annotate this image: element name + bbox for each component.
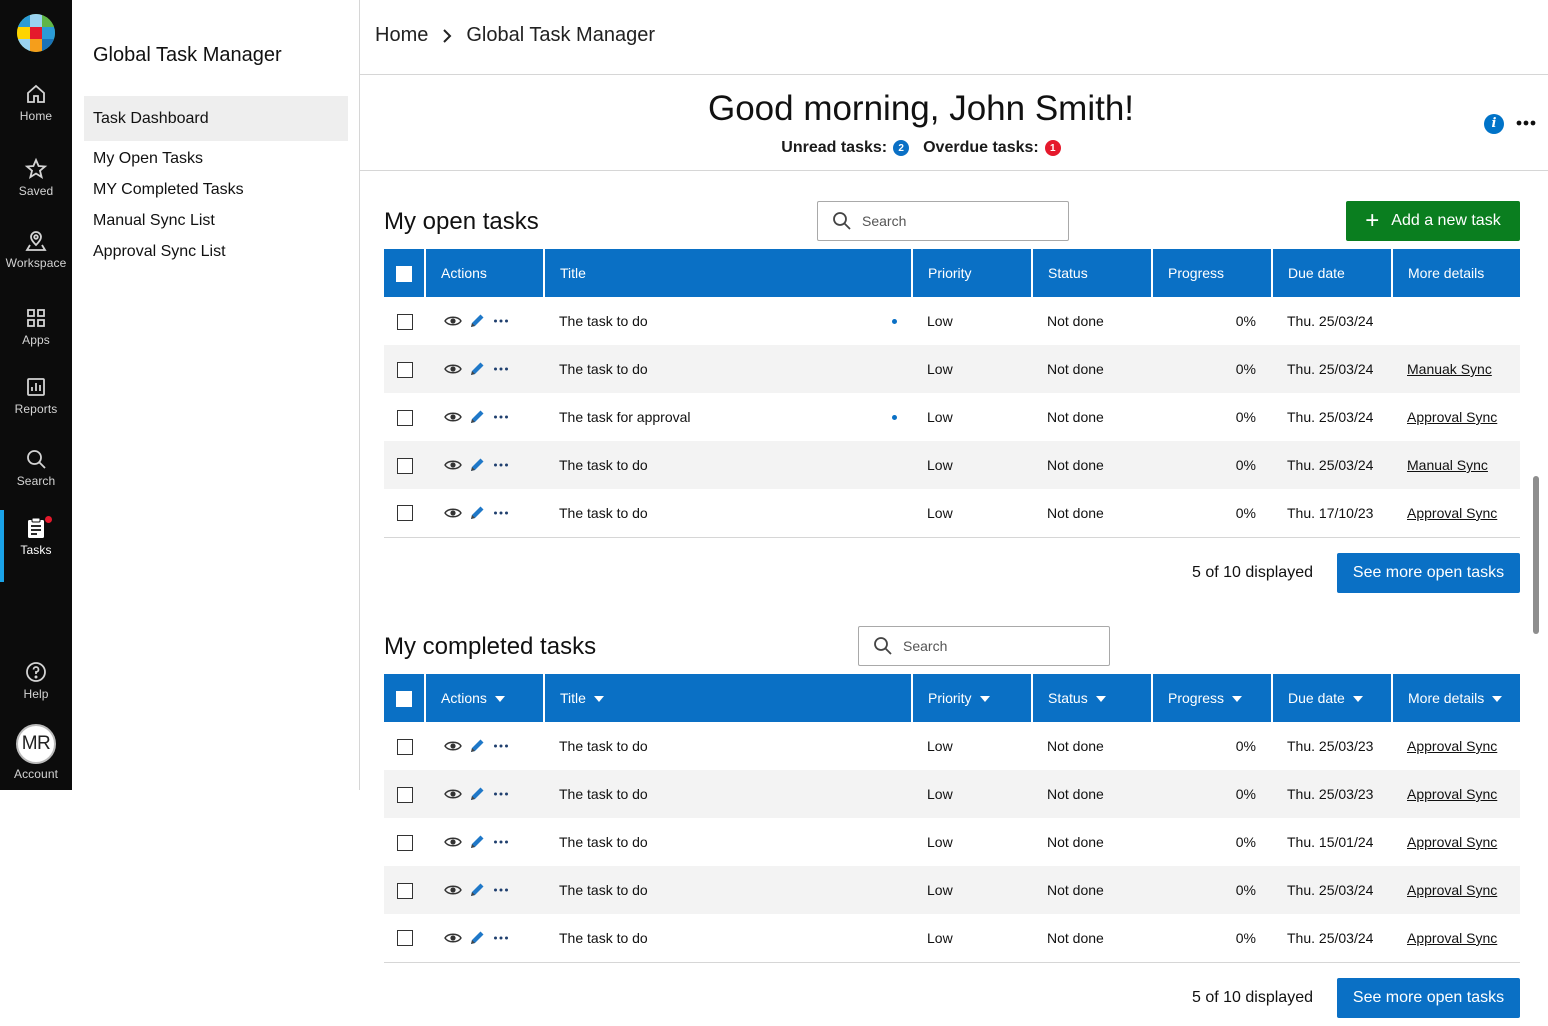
row-due-date: Thu. 25/03/23	[1272, 722, 1392, 770]
column-header-due-date[interactable]: Due date	[1272, 249, 1392, 297]
row-select-cell	[384, 866, 425, 914]
row-select-cell	[384, 297, 425, 345]
row-actions-cell	[425, 393, 544, 441]
column-header-label: Priority	[928, 690, 972, 706]
avatar: MR	[16, 724, 56, 764]
row-progress: 0%	[1152, 866, 1272, 914]
rail-item-search[interactable]	[0, 447, 72, 507]
details-link[interactable]: Approval Sync	[1407, 738, 1498, 754]
overdue-counter[interactable]	[923, 139, 1061, 157]
rail-item-tasks[interactable]	[0, 516, 72, 576]
caret-down-icon	[495, 696, 505, 702]
eye-icon[interactable]	[444, 504, 462, 522]
column-header-title[interactable]: Title	[544, 249, 912, 297]
eye-icon[interactable]	[444, 833, 462, 851]
row-priority: Low	[912, 345, 1032, 393]
column-header-priority[interactable]	[912, 674, 1032, 722]
row-priority: Low	[912, 722, 1032, 770]
table-row[interactable]	[384, 489, 1520, 537]
select-all-checkbox[interactable]	[396, 266, 412, 282]
completed-tasks-table	[384, 674, 1520, 963]
task-title[interactable]: The task to do	[559, 361, 648, 377]
row-checkbox[interactable]	[397, 930, 413, 946]
eye-icon[interactable]	[444, 929, 462, 947]
row-progress: 0%	[1152, 441, 1272, 489]
plus-icon: +	[1365, 207, 1380, 234]
subnav-list	[84, 96, 348, 267]
column-header-label: Status	[1048, 690, 1088, 706]
pencil-icon[interactable]	[468, 785, 486, 803]
details-link[interactable]: Approval Sync	[1407, 409, 1498, 425]
row-more-details	[1392, 489, 1520, 537]
more-horizontal-icon[interactable]	[492, 408, 510, 426]
rail-label: Reports	[14, 402, 58, 416]
open-tasks-table	[384, 249, 1520, 538]
column-header-status[interactable]: Status	[1032, 249, 1152, 297]
select-all-cell	[384, 674, 425, 722]
eye-icon[interactable]	[444, 360, 462, 378]
row-checkbox[interactable]	[397, 458, 413, 474]
completed-tasks-search[interactable]	[858, 626, 1110, 666]
row-more-details	[1392, 818, 1520, 866]
open-tasks-displayed-count: 5 of 10 displayed	[1192, 564, 1313, 581]
row-status: Not done	[1032, 297, 1152, 345]
greeting-area	[360, 75, 1548, 171]
pencil-icon[interactable]	[468, 456, 486, 474]
add-task-button[interactable]	[1346, 201, 1520, 241]
completed-tasks-displayed-count: 5 of 10 displayed	[1192, 989, 1313, 1006]
home-icon	[24, 82, 48, 106]
row-due-date: Thu. 25/03/23	[1272, 770, 1392, 818]
row-due-date: Thu. 25/03/24	[1272, 914, 1392, 962]
task-title[interactable]: The task for approval	[559, 409, 691, 425]
row-priority: Low	[912, 914, 1032, 962]
subnav-item-manual-sync-list[interactable]: Manual Sync List	[93, 212, 215, 229]
more-horizontal-icon[interactable]	[492, 504, 510, 522]
row-title-cell	[544, 441, 912, 489]
row-select-cell	[384, 770, 425, 818]
row-actions-cell	[425, 297, 544, 345]
row-more-details	[1392, 345, 1520, 393]
table-row[interactable]	[384, 818, 1520, 866]
unread-counter[interactable]	[781, 139, 909, 157]
star-icon	[24, 157, 48, 181]
pencil-icon[interactable]	[468, 737, 486, 755]
task-title[interactable]: The task to do	[559, 738, 648, 754]
see-more-completed-tasks-button[interactable]: See more open tasks	[1337, 978, 1520, 1018]
row-status: Not done	[1032, 441, 1152, 489]
completed-tasks-search-input[interactable]	[903, 638, 1093, 654]
row-select-cell	[384, 393, 425, 441]
open-tasks-body	[384, 297, 1520, 537]
task-title[interactable]: The task to do	[559, 457, 648, 473]
rail-label: Home	[19, 109, 53, 123]
bar-chart-icon	[24, 375, 48, 399]
rail-label: Saved	[18, 184, 54, 198]
subnav-item-approval-sync-list[interactable]: Approval Sync List	[93, 243, 226, 260]
row-actions-cell	[425, 345, 544, 393]
row-status: Not done	[1032, 770, 1152, 818]
completed-tasks-section	[384, 625, 1520, 1025]
details-link[interactable]: Approval Sync	[1407, 504, 1498, 521]
row-progress: 0%	[1152, 297, 1272, 345]
table-row[interactable]	[384, 770, 1520, 818]
column-header-progress[interactable]: Progress	[1152, 249, 1272, 297]
select-all-checkbox[interactable]	[396, 691, 412, 707]
info-icon[interactable]: i	[1484, 114, 1504, 134]
details-link[interactable]: Manuak Sync	[1407, 361, 1492, 377]
greeting-title: Good morning, John Smith!	[707, 89, 1135, 128]
row-status: Not done	[1032, 393, 1152, 441]
row-due-date: Thu. 25/03/24	[1272, 441, 1392, 489]
open-tasks-search-input[interactable]	[862, 213, 1052, 229]
subnav-item-task-dashboard[interactable]: Task Dashboard	[84, 96, 348, 141]
row-actions-cell	[425, 770, 544, 818]
more-horizontal-icon[interactable]	[492, 881, 510, 899]
row-more-details	[1392, 393, 1520, 441]
task-counters	[360, 139, 1482, 157]
column-header-title[interactable]	[544, 674, 912, 722]
eye-icon[interactable]	[444, 312, 462, 330]
pencil-icon[interactable]	[468, 408, 486, 426]
details-link[interactable]: Approval Sync	[1407, 929, 1498, 946]
pencil-icon[interactable]	[468, 881, 486, 899]
row-priority: Low	[912, 297, 1032, 345]
row-status: Not done	[1032, 866, 1152, 914]
rail-label: Apps	[22, 333, 50, 347]
caret-down-icon	[1492, 696, 1502, 702]
open-tasks-title: My open tasks	[384, 208, 539, 235]
rail-label: Workspace	[5, 256, 67, 270]
secondary-nav	[72, 0, 360, 790]
overdue-count-badge: 1	[1045, 140, 1061, 156]
row-priority: Low	[912, 393, 1032, 441]
eye-icon[interactable]	[444, 785, 462, 803]
task-title[interactable]: The task to do	[559, 504, 648, 521]
breadcrumb-home[interactable]: Home	[375, 24, 429, 46]
row-priority: Low	[912, 818, 1032, 866]
row-checkbox[interactable]	[397, 410, 413, 426]
top-bar	[360, 0, 1548, 75]
breadcrumb-current: Global Task Manager	[466, 24, 655, 46]
rail-item-home[interactable]	[0, 82, 72, 142]
table-header-row	[384, 674, 1520, 722]
row-checkbox[interactable]	[397, 505, 413, 521]
task-title[interactable]: The task to do	[559, 313, 648, 329]
row-actions-cell	[425, 441, 544, 489]
pencil-icon[interactable]	[468, 504, 486, 522]
eye-icon[interactable]	[444, 881, 462, 899]
row-priority: Low	[912, 489, 1032, 537]
unread-indicator	[892, 415, 897, 420]
task-title[interactable]: The task to do	[559, 834, 648, 850]
more-horizontal-icon[interactable]	[492, 312, 510, 330]
row-more-details	[1392, 722, 1520, 770]
app-logo[interactable]	[17, 14, 55, 52]
task-title[interactable]: The task to do	[559, 786, 648, 802]
row-actions-cell	[425, 914, 544, 962]
details-link[interactable]: Approval Sync	[1407, 786, 1498, 802]
unread-indicator	[892, 319, 897, 324]
rail-label: Help	[23, 687, 49, 701]
table-row[interactable]	[384, 866, 1520, 914]
column-header-progress[interactable]	[1152, 674, 1272, 722]
more-horizontal-icon[interactable]	[492, 929, 510, 947]
column-header-more-details[interactable]	[1392, 674, 1520, 722]
table-row[interactable]	[384, 441, 1520, 489]
pencil-icon[interactable]	[468, 929, 486, 947]
task-title[interactable]: The task to do	[559, 882, 648, 898]
row-due-date: Thu. 25/03/24	[1272, 866, 1392, 914]
row-progress: 0%	[1152, 914, 1272, 962]
row-checkbox[interactable]	[397, 739, 413, 755]
row-due-date: Thu. 17/10/23	[1272, 489, 1392, 537]
notification-dot	[45, 516, 52, 523]
completed-tasks-body	[384, 722, 1520, 962]
column-header-label: Due date	[1288, 690, 1345, 706]
row-due-date: Thu. 25/03/24	[1272, 297, 1392, 345]
caret-down-icon	[1232, 696, 1242, 702]
column-header-actions[interactable]: Actions	[425, 249, 544, 297]
open-tasks-section	[384, 200, 1520, 595]
details-link[interactable]: Approval Sync	[1407, 882, 1498, 898]
row-progress: 0%	[1152, 770, 1272, 818]
row-checkbox[interactable]	[397, 835, 413, 851]
caret-down-icon	[980, 696, 990, 702]
row-select-cell	[384, 489, 425, 537]
column-header-label: Actions	[441, 690, 487, 706]
subnav-item-my-open-tasks[interactable]: My Open Tasks	[93, 150, 203, 167]
row-title-cell	[544, 722, 912, 770]
row-due-date: Thu. 25/03/24	[1272, 345, 1392, 393]
rail-item-apps[interactable]	[0, 306, 72, 366]
more-horizontal-icon[interactable]	[492, 833, 510, 851]
search-icon	[832, 211, 852, 231]
row-priority: Low	[912, 441, 1032, 489]
more-horizontal-icon[interactable]	[492, 785, 510, 803]
row-checkbox[interactable]	[397, 787, 413, 803]
rail-item-help[interactable]	[0, 660, 72, 720]
row-status: Not done	[1032, 818, 1152, 866]
row-title-cell	[544, 866, 912, 914]
row-select-cell	[384, 722, 425, 770]
row-actions-cell	[425, 722, 544, 770]
completed-tasks-title: My completed tasks	[384, 633, 597, 660]
row-checkbox[interactable]	[397, 362, 413, 378]
table-row[interactable]	[384, 345, 1520, 393]
row-title-cell	[544, 489, 912, 537]
help-icon	[24, 660, 48, 684]
table-header-row	[384, 249, 1520, 297]
table-row[interactable]	[384, 297, 1520, 345]
more-horizontal-icon[interactable]	[492, 360, 510, 378]
row-status: Not done	[1032, 722, 1152, 770]
column-header-more-details[interactable]: More details	[1392, 249, 1520, 297]
row-due-date: Thu. 25/03/24	[1272, 393, 1392, 441]
row-status: Not done	[1032, 489, 1152, 537]
row-title-cell	[544, 345, 912, 393]
row-status: Not done	[1032, 914, 1152, 962]
column-header-due-date[interactable]	[1272, 674, 1392, 722]
row-title-cell	[544, 914, 912, 962]
row-progress: 0%	[1152, 722, 1272, 770]
apps-grid-icon	[24, 306, 48, 330]
column-header-label: Title	[560, 690, 586, 706]
column-header-status[interactable]	[1032, 674, 1152, 722]
caret-down-icon	[594, 696, 604, 702]
row-more-details	[1392, 441, 1520, 489]
task-title[interactable]: The task to do	[559, 929, 648, 946]
more-horizontal-icon[interactable]	[492, 456, 510, 474]
select-all-cell	[384, 249, 425, 297]
caret-down-icon	[1096, 696, 1106, 702]
breadcrumb	[375, 24, 655, 47]
eye-icon[interactable]	[444, 456, 462, 474]
rail-item-reports[interactable]	[0, 375, 72, 435]
overdue-label: Overdue tasks:	[923, 139, 1039, 156]
row-select-cell	[384, 818, 425, 866]
pencil-icon[interactable]	[468, 833, 486, 851]
pencil-icon[interactable]	[468, 360, 486, 378]
column-header-priority[interactable]: Priority	[912, 249, 1032, 297]
row-progress: 0%	[1152, 345, 1272, 393]
main-content	[360, 0, 1548, 1026]
table-row[interactable]	[384, 914, 1520, 962]
rail-item-account[interactable]	[0, 724, 72, 784]
column-header-label: Progress	[1168, 690, 1225, 706]
pencil-icon[interactable]	[468, 312, 486, 330]
row-title-cell	[544, 297, 912, 345]
search-icon	[24, 447, 48, 471]
row-select-cell	[384, 345, 425, 393]
unread-label: Unread tasks:	[781, 139, 888, 156]
see-more-open-tasks-button[interactable]: See more open tasks	[1337, 553, 1520, 593]
table-row[interactable]	[384, 393, 1520, 441]
row-title-cell	[544, 393, 912, 441]
rail-item-workspace[interactable]	[0, 229, 72, 289]
more-horizontal-icon[interactable]	[1515, 113, 1537, 133]
row-priority: Low	[912, 770, 1032, 818]
rail-label: Account	[13, 767, 59, 781]
rail-label: Tasks	[20, 543, 52, 557]
column-header-label: More details	[1408, 690, 1485, 706]
location-pin-icon	[24, 229, 48, 253]
row-priority: Low	[912, 866, 1032, 914]
row-more-details	[1392, 770, 1520, 818]
row-more-details	[1392, 866, 1520, 914]
eye-icon[interactable]	[444, 408, 462, 426]
subnav-item-my-completed-tasks[interactable]: MY Completed Tasks	[93, 181, 244, 198]
subnav-title: Global Task Manager	[93, 44, 282, 66]
column-header-actions[interactable]	[425, 674, 544, 722]
row-progress: 0%	[1152, 489, 1272, 537]
row-title-cell	[544, 770, 912, 818]
app-rail	[0, 0, 72, 790]
row-select-cell	[384, 441, 425, 489]
row-checkbox[interactable]	[397, 883, 413, 899]
row-progress: 0%	[1152, 393, 1272, 441]
row-more-details	[1392, 297, 1520, 345]
open-tasks-search[interactable]	[817, 201, 1069, 241]
row-actions-cell	[425, 489, 544, 537]
row-progress: 0%	[1152, 818, 1272, 866]
row-actions-cell	[425, 866, 544, 914]
caret-down-icon	[1353, 696, 1363, 702]
row-select-cell	[384, 914, 425, 962]
details-link[interactable]: Manual Sync	[1407, 457, 1488, 473]
row-due-date: Thu. 15/01/24	[1272, 818, 1392, 866]
table-row[interactable]	[384, 722, 1520, 770]
row-title-cell	[544, 818, 912, 866]
eye-icon[interactable]	[444, 737, 462, 755]
details-link[interactable]: Approval Sync	[1407, 834, 1498, 850]
page-scrollbar[interactable]	[1533, 476, 1539, 634]
rail-label: Search	[16, 474, 56, 488]
row-more-details	[1392, 914, 1520, 962]
add-task-label: Add a new task	[1391, 212, 1501, 229]
chevron-right-icon	[442, 29, 452, 43]
row-actions-cell	[425, 818, 544, 866]
search-icon	[873, 636, 893, 656]
rail-item-saved[interactable]	[0, 157, 72, 217]
unread-count-badge: 2	[893, 140, 909, 156]
row-status: Not done	[1032, 345, 1152, 393]
row-checkbox[interactable]	[397, 314, 413, 330]
more-horizontal-icon[interactable]	[492, 737, 510, 755]
